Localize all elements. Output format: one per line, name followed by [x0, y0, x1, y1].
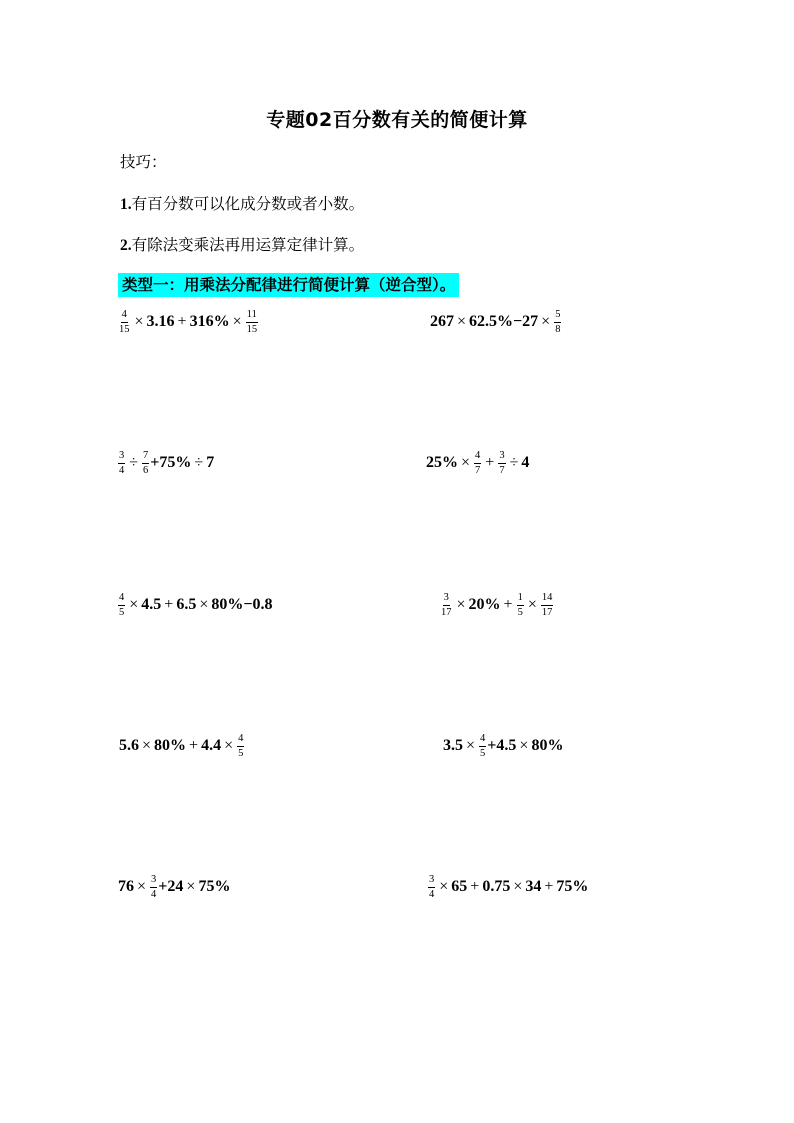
fraction-numerator: 5: [554, 309, 561, 323]
fraction-numerator: 3: [443, 592, 450, 606]
fraction-numerator: 7: [142, 450, 149, 464]
fraction: [428, 874, 435, 901]
problem-10: [427, 867, 588, 907]
fraction: [118, 309, 131, 336]
operator: ×: [439, 878, 449, 895]
operator: +: [470, 878, 480, 895]
fraction-denominator: 7: [475, 464, 481, 476]
tip-item-2: [120, 233, 364, 255]
term: 267: [430, 313, 454, 330]
operator: +: [177, 313, 187, 330]
operator: ×: [457, 313, 467, 330]
term: 3.16: [146, 313, 175, 330]
fraction: [150, 874, 157, 901]
term: 80%: [154, 737, 187, 754]
fraction-denominator: 5: [238, 747, 244, 759]
tip-text: 有百分数可以化成分数或者小数。: [131, 195, 365, 213]
problem-6: [439, 585, 554, 625]
operator: ÷: [129, 454, 139, 471]
fraction: [517, 592, 524, 619]
tip-item-1: [120, 192, 364, 214]
term: 65: [451, 878, 468, 895]
term: 4.5: [141, 596, 162, 613]
term: 34: [525, 878, 542, 895]
term: 75%: [198, 878, 231, 895]
operator: +: [164, 596, 174, 613]
fraction: [440, 592, 453, 619]
fraction-numerator: 4: [118, 592, 125, 606]
problem-2: [430, 302, 562, 342]
operator: ×: [541, 313, 551, 330]
fraction: [474, 450, 481, 477]
problem-7: [119, 726, 245, 766]
term: 6.5: [176, 596, 197, 613]
term: 75%: [556, 878, 589, 895]
fraction-denominator: 5: [480, 747, 486, 759]
fraction-numerator: 11: [246, 309, 258, 323]
fraction-denominator: 15: [119, 323, 130, 335]
fraction-numerator: 3: [498, 450, 505, 464]
term: 7: [206, 454, 215, 471]
problem-1: [117, 302, 259, 342]
operator: ÷: [194, 454, 204, 471]
operator: ×: [224, 737, 234, 754]
operator: ×: [527, 596, 537, 613]
problem-5: [117, 585, 272, 625]
term: 316%: [189, 313, 230, 330]
fraction-denominator: 17: [441, 606, 452, 618]
fraction: [118, 592, 125, 619]
fraction: [498, 450, 505, 477]
operator: ×: [199, 596, 209, 613]
tip-number: 2.: [120, 237, 132, 254]
problem-4: [426, 443, 529, 483]
tips-heading: 技巧：: [120, 153, 167, 171]
term: 20%: [468, 596, 501, 613]
operator: ×: [519, 737, 529, 754]
page-title: 专题02百分数有关的简便计算: [266, 109, 528, 131]
fraction: [246, 309, 259, 336]
operator: ×: [232, 313, 242, 330]
operator: +: [485, 454, 495, 471]
tip-number: 1.: [120, 196, 132, 213]
operator: ×: [134, 313, 144, 330]
operator: ×: [186, 878, 196, 895]
fraction: [554, 309, 561, 336]
operator: ×: [456, 596, 466, 613]
fraction-numerator: 4: [121, 309, 128, 323]
operator: ×: [513, 878, 523, 895]
operator: +: [544, 878, 554, 895]
term: 4.4: [201, 737, 222, 754]
operator: +: [189, 737, 199, 754]
fraction-denominator: 4: [119, 464, 125, 476]
fraction-denominator: 7: [499, 464, 505, 476]
term: 25%: [426, 454, 458, 471]
fraction-numerator: 14: [541, 592, 554, 606]
fraction-denominator: 4: [151, 888, 157, 900]
operator: ÷: [509, 454, 519, 471]
operator: ×: [142, 737, 152, 754]
term: −27: [513, 313, 539, 330]
fraction-numerator: 3: [118, 450, 125, 464]
tip-text: 有除法变乘法再用运算定律计算。: [131, 236, 365, 254]
fraction: [142, 450, 149, 477]
term: 4: [521, 454, 530, 471]
fraction-numerator: 4: [237, 733, 244, 747]
operator: ×: [466, 737, 476, 754]
fraction-numerator: 4: [474, 450, 481, 464]
fraction-numerator: 3: [150, 874, 157, 888]
fraction: [118, 450, 125, 477]
term: 62.5%: [469, 313, 514, 330]
term: +24: [158, 878, 184, 895]
fraction-denominator: 8: [555, 323, 561, 335]
problem-8: [443, 726, 563, 766]
term: 80%: [531, 737, 564, 754]
term: 76: [118, 878, 134, 895]
fraction-denominator: 15: [246, 323, 258, 335]
operator: ×: [461, 454, 471, 471]
fraction-numerator: 3: [428, 874, 435, 888]
problem-9: [118, 867, 230, 907]
operator: ×: [137, 878, 147, 895]
fraction: [541, 592, 554, 619]
fraction-denominator: 6: [143, 464, 149, 476]
fraction-numerator: 1: [517, 592, 524, 606]
fraction-denominator: 17: [541, 606, 553, 618]
problem-3: [117, 443, 214, 483]
fraction-denominator: 4: [429, 888, 435, 900]
fraction-numerator: 4: [479, 733, 486, 747]
section-heading-type-1: 类型一：用乘法分配律进行简便计算（逆合型）。: [118, 273, 459, 297]
term: 3.5: [443, 737, 463, 754]
fraction-denominator: 5: [517, 606, 523, 618]
operator: ×: [129, 596, 139, 613]
fraction: [479, 733, 486, 760]
term: +4.5: [487, 737, 517, 754]
operator: +: [503, 596, 513, 613]
term: 0.75: [482, 878, 511, 895]
term: +75%: [150, 454, 192, 471]
term: 5.6: [119, 737, 139, 754]
term: 80%−0.8: [211, 596, 273, 613]
fraction: [237, 733, 244, 760]
fraction-denominator: 5: [119, 606, 125, 618]
